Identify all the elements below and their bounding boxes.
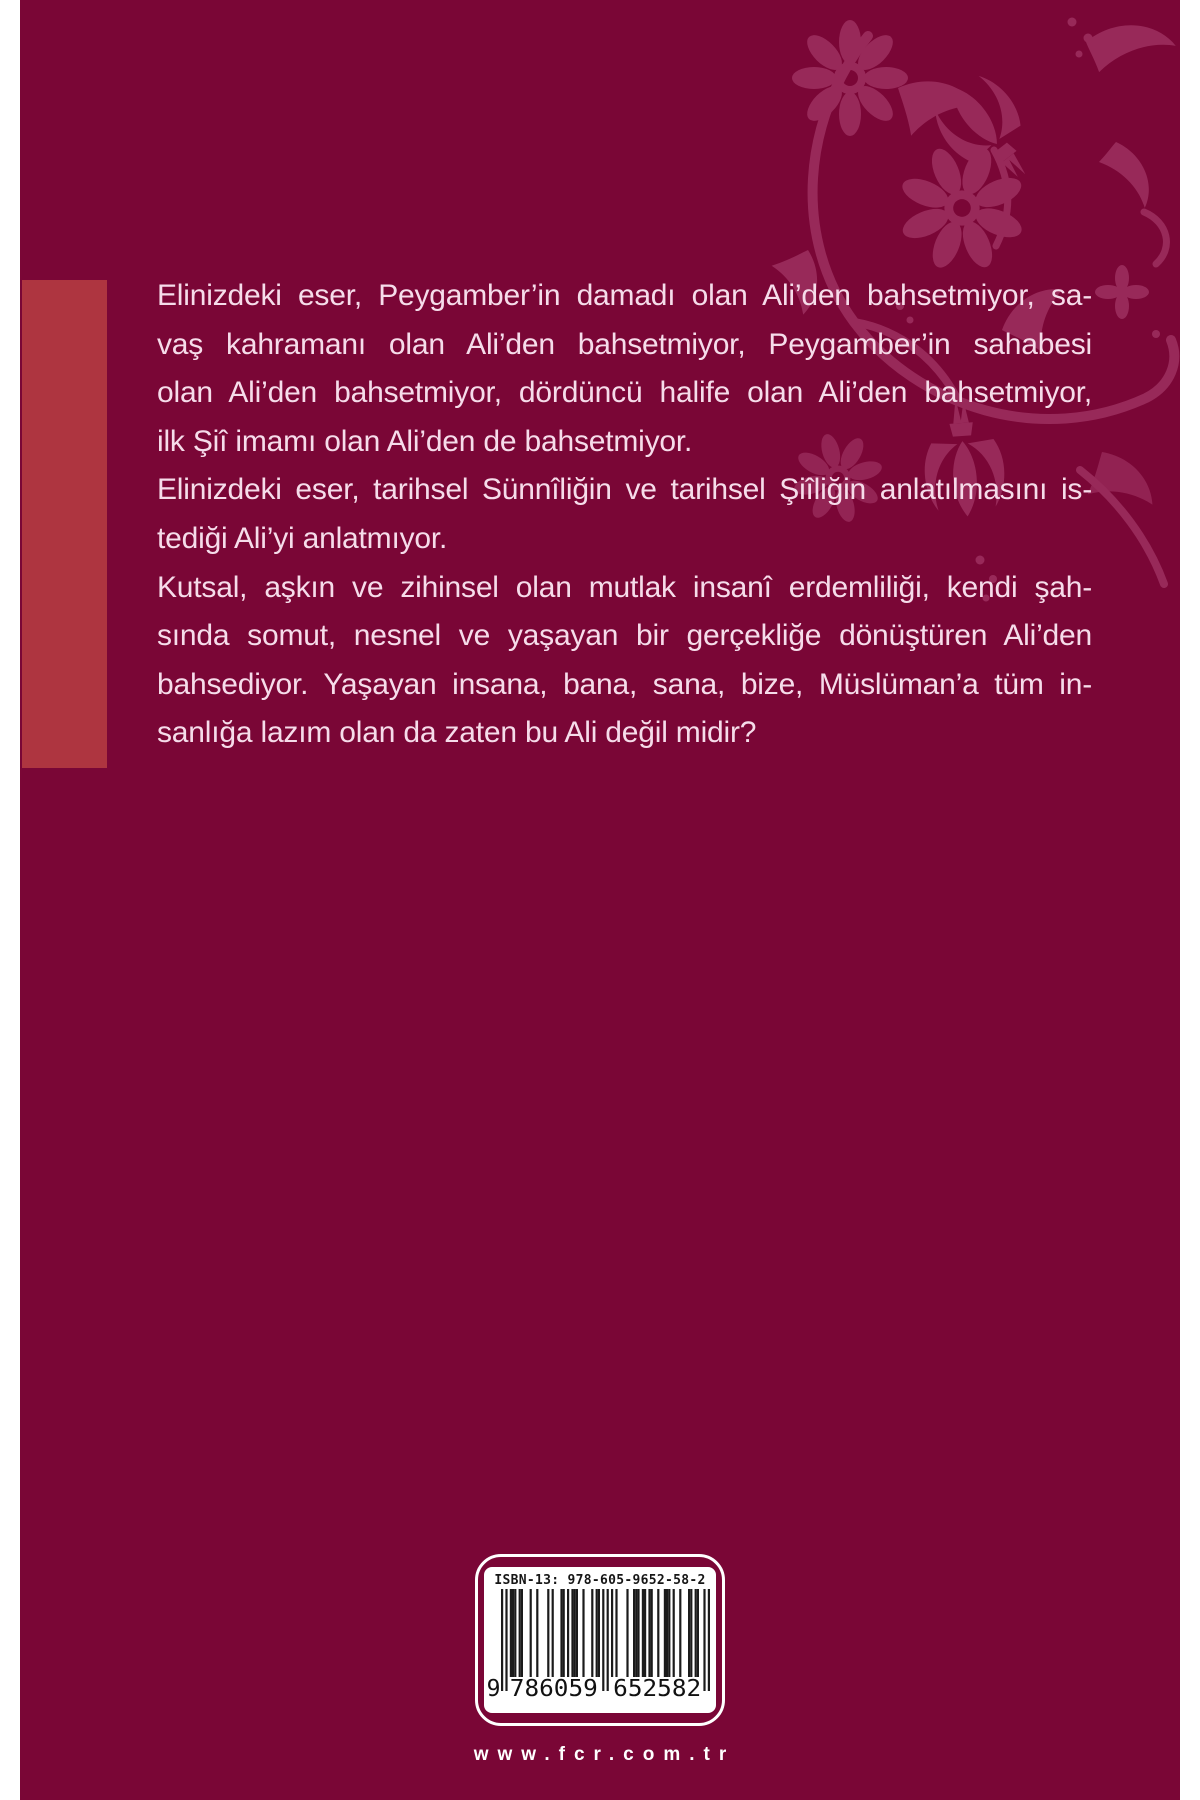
barcode-panel [475, 1554, 725, 1726]
blurb-text [157, 272, 1092, 758]
blurb-line: ilk Şiî imamı olan Ali’den de bahsetmiyor. [157, 424, 693, 458]
blurb-line: Kutsal, aşkın ve zihinsel olan mutlak insanî erdemliliği, kendi şah- [157, 570, 1092, 604]
blurb-line: olan Ali’den bahsetmiyor, dördüncü halife olan Ali’den bahsetmiyor, [157, 376, 1092, 410]
blurb-line: vaş kahramanı olan Ali’den bahsetmiyor, Peygamber’in sahabesi [157, 327, 1092, 361]
ean13-barcode [487, 1589, 713, 1701]
blurb-line: Elinizdeki eser, tarihsel Sünnîliğin ve tarihsel Şiîliğin anlatılmasını is- [157, 473, 1092, 507]
cover-background [20, 0, 1180, 1800]
blurb-line: sanlığa lazım olan da zaten bu Ali değil midir? [157, 716, 757, 750]
svg-text:786059: 786059 [509, 1676, 598, 1701]
blurb-line: bahsediyor. Yaşayan insana, bana, sana, bize, Müslüman’a tüm in- [157, 667, 1092, 701]
blurb-line: sında somut, nesnel ve yaşayan bir gerçekliğe dönüştüren Ali’den [157, 619, 1092, 653]
barcode-white-box [484, 1567, 716, 1713]
svg-text:652582: 652582 [613, 1676, 702, 1701]
isbn-label: ISBN-13: 978-605-9652-58-2 [494, 1573, 706, 1588]
publisher-website: www.fcr.com.tr [473, 1744, 736, 1765]
svg-text:9: 9 [487, 1676, 501, 1701]
blurb-line: Elinizdeki eser, Peygamber’in damadı olan Ali’den bahsetmiyor, sa- [157, 279, 1092, 312]
red-accent-stripe [22, 280, 107, 768]
blurb-line: tediği Ali’yi anlatmıyor. [157, 521, 448, 555]
